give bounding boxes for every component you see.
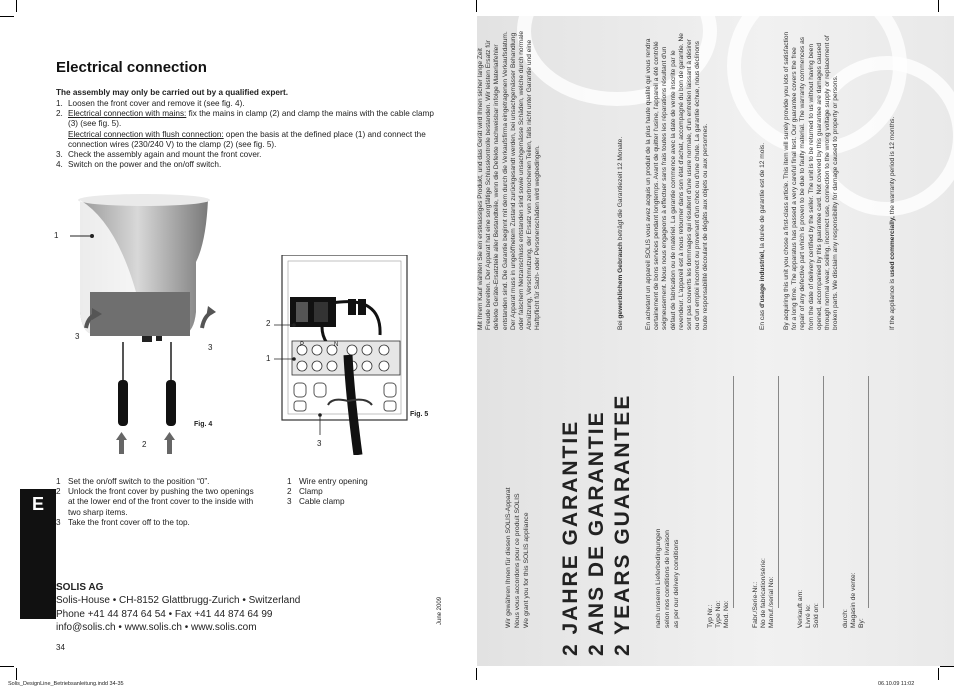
form-line [778,376,779,608]
commercial-note-en: If the appliance is used commercially, the warranty period is 12 months. [889,116,896,330]
headline-fr: 2 ANS DE GARANTIE [585,410,608,656]
intro-fr: Nous vous accordons pour ce produit SOLIS [514,493,521,628]
step-number: 1. [56,99,63,108]
warning-text: The assembly may only be carried out by a qualified expert. [56,88,289,97]
legend-item: 2 Unlock the front cover by pushing the two openings at the lower end of the front cover to the inside with two sharp items. [56,487,254,517]
commercial-note-fr: En cas d'usage industriel, la durée de garantie est de 12 mois. [759,142,766,330]
legend-item: 3 Cable clamp [287,497,345,507]
print-timestamp: 06.10.09 11:02 [878,681,915,687]
form-line [733,376,734,608]
company-name: SOLIS AG [56,582,104,593]
terminal-label-n: N [334,342,339,348]
step-text: Switch on the power and the on/off switch. [68,160,222,170]
page-title: Electrical connection [56,59,207,76]
step-heading: Electrical connection with mains: [68,109,187,119]
legend-item: 1 Set the on/off switch to the position “0”. [56,477,210,486]
print-date: June 2009 [437,596,443,625]
legend-item: 1 Wire entry opening [287,477,368,486]
field-label: Magasin de vente: [850,572,857,628]
company-phone: Phone +41 44 874 64 54 • Fax +41 44 874 64 99 [56,608,273,620]
step-text: Check the assembly again and mount the front cover. [68,150,262,160]
page-number: 34 [56,643,65,652]
step-text: Loosen the front cover and remove it (see fig. 4). [68,99,245,108]
figure-5 [262,255,437,455]
crop-mark [938,0,939,12]
field-label: Verkauft am: [797,589,804,628]
step-text: open the basis at the defined place (1) and connect the connection wires (230/240 V) to the clamp (2) (see fig. 5). [68,129,426,149]
step-item [56,99,436,109]
front-cover-removal-illustration [56,192,226,457]
conditions-de: nach unseren Lieferbedingungen [655,528,662,628]
figure-label: Fig. 5 [410,411,429,418]
warranty-text-de: Mit Ihrem Kauf wählten Sie ein erstklassiges Produkt, und das Gerät wird Ihnen sicher lange Zeit Freude bereiten. Der Apparat hat eine sorgfältige Schlusskontrolle bestanden. Wir leisten Ersatz für defekte Geräte-Ersatzteile aller Bestandteile, wenn die Defekte nachweisbar infolge Materialfehler entstanden sind. Die Garantie beginnt mit dem durch die Verkaufsfirma eingetragenen Verkaufsdatum. Der Apparat muss in ungeöffnetem Zustand zurückgesandt werden, bei unsachgemässer Behandlung oder falschem Netzanschluss entstanden sind sowie unsachgemässe Schäden, welche durch normale Abnützung, Verschmutzung, der Ersatz von zerbrochenen Teilen, falls nicht unter Garantie und eine Haftpflicht für Sach- oder Personenschäden wird wegbedingen. [477,30,542,330]
section-tab: E [20,489,56,619]
step-number: 4. [56,160,63,170]
field-label: By: [858,618,865,628]
wiring-diagram-illustration [262,255,437,455]
conditions-fr: selon nos conditions de livraison [664,530,671,628]
intro-en: We grant you for this SOLIS appliance [523,512,530,628]
right-page-warranty [477,16,954,666]
step-item [56,130,436,150]
step-number: 3. [56,150,63,160]
conditions-en: as per our delivery conditions [673,539,680,628]
field-label: No de fabrication/série: [760,558,767,628]
crop-mark [940,666,954,667]
headline-de: 2 JAHRE GARANTIE [559,419,582,656]
terminal-label-p: P [300,342,305,348]
print-file-name: Solis_DesignLine_Betriebsanleitung.indd 34-35 [8,681,124,687]
callout-3: 3 [317,439,322,448]
instruction-steps [56,99,436,170]
field-label: durch: [842,609,849,628]
field-label: Livré le: [805,604,812,628]
form-line [823,376,824,608]
warranty-text-fr: En achetant un appareil SOLIS vous avez acquis un produit de la plus haute qualité qui vous rendra certainement de bons services pendant longtemps. Avant de quitter l'usine, l'appareil a été contrôlé soigneusement. Nous nous engageons à effectuer sans frais toutes les réparations résultant d'un défaut de fabrication ou de matériel. La garantie commence avec la date de vente inscrite par le revendeur. L'appareil est à nous retourner dans son état d'achat, accompagné du bon de garantie. Ne sont pas couverts les dommages qui résultent d'une usure normale, d'un entretien laissant à désirer ou d'un emploi incorrect ou provenant d'un choc ou d'une chute. La garantie échue, nous déclinons toute responsabilité découlant de dégâts aux objets ou aux personnes. [645,33,710,330]
callout-1: 1 [54,231,59,240]
company-info [56,581,300,635]
step-heading: Electrical connection with flush connection: [68,129,224,139]
commercial-note-de: Bei gewerblichem Gebrauch beträgt die Garantiezeit 12 Monate. [617,136,624,330]
field-label: Type No: [715,600,722,628]
warranty-text-en: By acquiring this unit you chose a first-class article. This item will surely provide you lots of satisfaction for a long time. The apparatus has passed a very careful final test. Our guarantee covers the free repair of any defective part which is proven to be due to faulty material. The warranty commences as from the date of delivery certified by the seller. The unit is to be returned to us without having been opened, accompanied by this guarantee card. Not covered by this guarantee are damages caused through normal wear, soiling, incorrect use, connection to the wrong voltage supply or replacement of broken parts. We disclaim any responsibility for damage caused to property or persons. [783,31,840,330]
intro-de: Wir gewähren Ihnen für diesen SOLIS-Apparat [505,487,512,628]
step-item [56,150,436,160]
figure-4-legend [56,477,256,528]
crop-mark [938,668,939,680]
field-label: Sold on: [813,603,820,628]
figure-5-legend [287,477,368,508]
form-line [868,376,869,608]
headline-en: 2 YEARS GUARANTEE [611,393,634,656]
field-label: Typ Nr.: [707,604,714,628]
step-number: 2. [56,109,63,119]
callout-3: 3 [75,332,80,341]
callout-2: 2 [142,440,147,449]
step-text: fix the mains in clamp (2) and clamp the mains with the cable clamp (3) (see fig. 5). [68,109,434,129]
figure-4 [56,192,226,457]
company-address: Solis-House • CH-8152 Glattbrugg-Zurich • Switzerland [56,595,301,607]
field-label: Mod. No: [723,600,730,628]
field-label: Fabr./Serie-Nr.: [752,581,759,628]
company-web: info@solis.ch • www.solis.ch • www.solis.com [56,622,257,634]
callout-3: 3 [208,343,213,352]
step-item [56,109,436,129]
step-item [56,160,436,170]
legend-item: 3 Take the front cover off to the top. [56,517,190,527]
callout-2: 2 [266,319,271,328]
field-label: Manuf./serial No: [768,576,775,628]
legend-item: 2 Clamp [287,487,323,497]
callout-1: 1 [266,354,271,363]
figure-label: Fig. 4 [194,421,213,428]
